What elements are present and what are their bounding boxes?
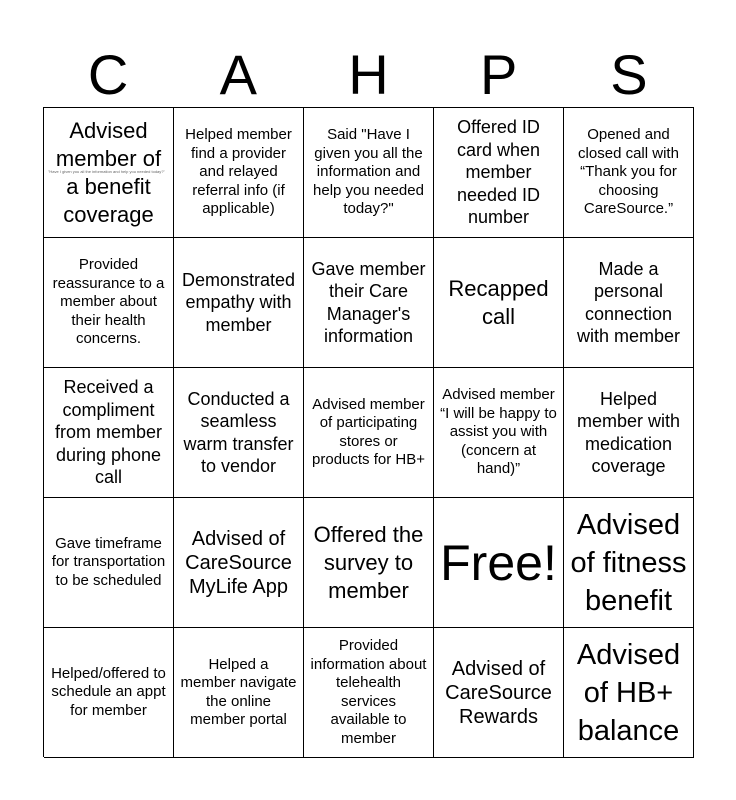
cell-label: Advised member of a benefit coverage	[55, 117, 162, 227]
cell-label: Advised of HB+ balance	[576, 638, 681, 747]
header-letter-s: S	[610, 43, 648, 106]
bingo-cell-r4c2[interactable]	[174, 498, 304, 628]
bingo-cell-r3c2[interactable]	[174, 368, 304, 498]
free-space-label: Free!	[440, 534, 557, 591]
cell-label: Gave member their Care Manager's information	[311, 258, 426, 346]
bingo-cell-r1c1[interactable]	[44, 108, 174, 238]
cell-label: Offered ID card when member needed ID number	[456, 117, 541, 228]
cell-label: Helped a member navigate the online member portal	[180, 655, 297, 728]
cell-label: Made a personal connection with member	[576, 258, 681, 346]
bingo-board	[43, 107, 694, 757]
header-letter-h: H	[348, 43, 389, 106]
cell-label: Advised of CareSource MyLife App	[185, 527, 292, 598]
cell-label: Advised member “I will be happy to assist you with (concern at hand)”	[440, 386, 557, 478]
cell-label: Conducted a seamless warm transfer to vendor	[183, 388, 294, 476]
bingo-cell-r3c5[interactable]	[564, 368, 694, 498]
bingo-cell-free[interactable]	[434, 498, 564, 628]
bingo-cell-r2c1[interactable]	[44, 238, 174, 368]
header-letter-a: A	[219, 43, 257, 106]
cell-label: Helped member with medication coverage	[576, 388, 681, 476]
bingo-cell-r3c3[interactable]	[304, 368, 434, 498]
bingo-header	[43, 40, 694, 110]
bingo-cell-r5c2[interactable]	[174, 628, 304, 758]
cell-label: Recapped call	[448, 275, 549, 329]
bingo-cell-r5c5[interactable]	[564, 628, 694, 758]
bingo-cell-r2c4[interactable]	[434, 238, 564, 368]
cell-label: Opened and closed call with “Thank you for choosing CareSource.”	[578, 126, 679, 218]
bingo-cell-r2c5[interactable]	[564, 238, 694, 368]
cell-label: Offered the survey to member	[313, 521, 424, 603]
cell-label: Advised member of participating stores or products for HB+	[312, 395, 425, 468]
cell-label: Provided reassurance to a member about their health concerns.	[52, 256, 165, 348]
bingo-cell-r5c1[interactable]	[44, 628, 174, 758]
cell-label: Demonstrated empathy with member	[181, 269, 296, 335]
cell-label: Advised of CareSource Rewards	[445, 657, 552, 728]
bingo-cell-r5c4[interactable]	[434, 628, 564, 758]
bingo-cell-r1c5[interactable]	[564, 108, 694, 238]
cell-label: Helped member find a provider and relayed referral info (if applicable)	[185, 126, 292, 218]
bingo-cell-r4c1[interactable]	[44, 498, 174, 628]
cell-label: Advised of fitness benefit	[570, 508, 687, 617]
bingo-cell-r5c3[interactable]	[304, 628, 434, 758]
bingo-cell-r2c2[interactable]	[174, 238, 304, 368]
bingo-cell-r1c4[interactable]	[434, 108, 564, 238]
bingo-cell-r1c3[interactable]	[304, 108, 434, 238]
cell-label: Gave timeframe for transportation to be scheduled	[51, 534, 166, 589]
bingo-cell-r4c3[interactable]	[304, 498, 434, 628]
cell-label: Received a compliment from member during phone call	[54, 377, 162, 488]
bingo-cell-r2c3[interactable]	[304, 238, 434, 368]
bingo-cell-r3c4[interactable]	[434, 368, 564, 498]
cell-label: Provided information about telehealth services available to member	[310, 637, 427, 747]
cell-label: Said "Have I given you all the information and help you needed today?"	[313, 126, 424, 218]
bingo-cell-r3c1[interactable]	[44, 368, 174, 498]
header-letter-c: C	[87, 43, 129, 106]
cell-small-note: "Have I given you all the information and help you needed today?"	[48, 169, 165, 174]
header-letter-p: P	[480, 43, 518, 106]
bingo-cell-r4c5[interactable]	[564, 498, 694, 628]
cell-label: Helped/offered to schedule an appt for member	[51, 664, 166, 719]
bingo-cell-r1c2[interactable]	[174, 108, 304, 238]
